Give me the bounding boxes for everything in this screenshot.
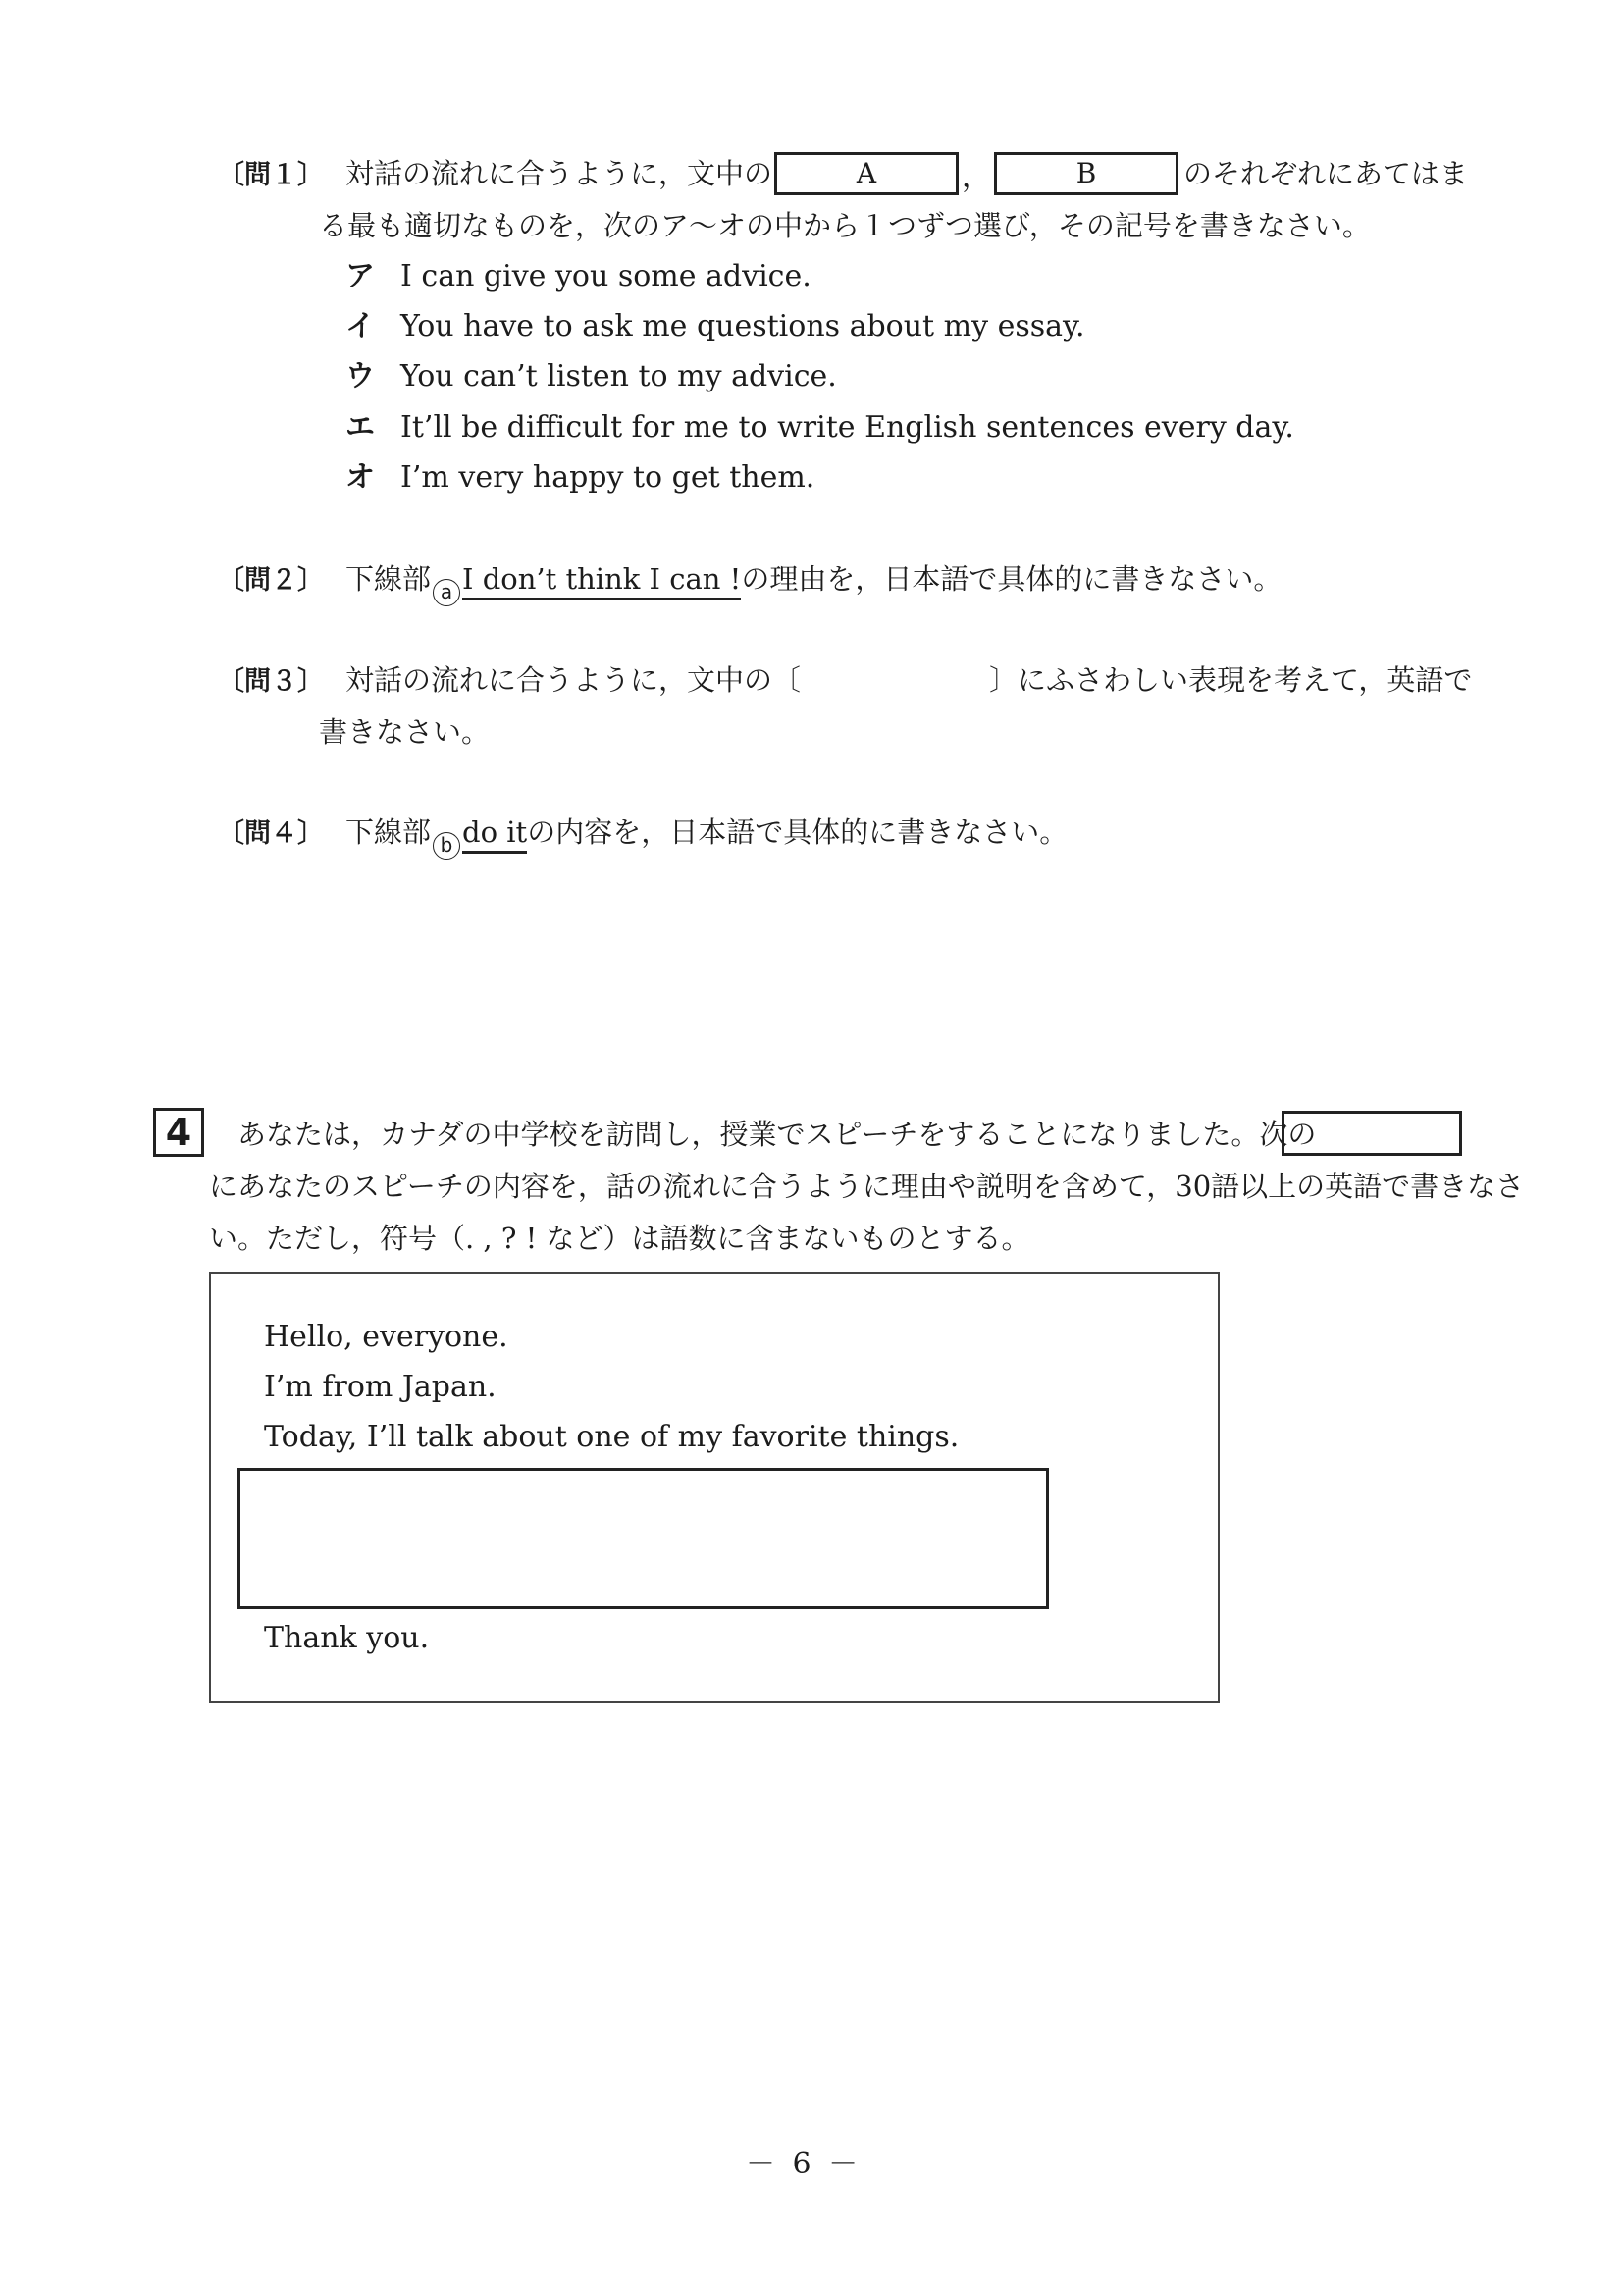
marker-b: b [433, 832, 460, 860]
choice-mark: イ [345, 309, 375, 343]
page-number: － 6 － [746, 2147, 863, 2181]
choice-mark: エ [345, 410, 375, 444]
q3-line1 [218, 660, 801, 702]
choice-text: I can give you some advice. [400, 259, 812, 293]
choice-text: You can’t listen to my advice. [400, 359, 837, 393]
marker-a: a [433, 579, 460, 606]
section4-line3: い。ただし，符号（. , ? ! など）は語数に含まないものとする。 [209, 1222, 1030, 1255]
q4-label: 〔問４〕 [218, 818, 324, 849]
choice-e [345, 408, 1294, 447]
blank-box-b: B [994, 152, 1178, 195]
q1-tail: のそれぞれにあてはま [1183, 157, 1469, 190]
speech-closing: Thank you. [264, 1621, 430, 1655]
q2-lead: 下線部 [345, 562, 432, 596]
q2-label: 〔問２〕 [218, 565, 324, 596]
blank-box-a: A [774, 152, 959, 195]
choice-i [345, 307, 1085, 346]
q3-line2: 書きなさい。 [319, 715, 491, 749]
q1-line2: る最も適切なものを，次のア～オの中から１つずつ選び，その記号を書きなさい。 [319, 209, 1371, 242]
choice-mark: ウ [345, 359, 375, 393]
section4-line2: にあなたのスピーチの内容を，話の流れに合うように理由や説明を含めて，30語以上の英語で書きなさ [209, 1170, 1525, 1203]
q3-lead: 対話の流れに合うように，文中の〔 [345, 663, 802, 697]
choice-u [345, 357, 837, 396]
q1-label: 〔問１〕 [218, 160, 324, 190]
speech-line-3: Today, I’ll talk about one of my favorite things. [264, 1420, 960, 1454]
choice-o [345, 458, 814, 497]
section4-line1: あなたは，カナダの中学校を訪問し，授業でスピーチをすることになりました。次の [237, 1118, 1317, 1151]
choice-text: It’ll be difficult for me to write English sentences every day. [400, 410, 1294, 444]
q1-lead: 対話の流れに合うように，文中の [345, 157, 773, 190]
choice-text: You have to ask me questions about my essay. [400, 309, 1085, 343]
speech-line-2: I’m from Japan. [264, 1370, 497, 1404]
q4 [218, 812, 1068, 860]
q4-lead: 下線部 [345, 815, 432, 849]
q3-label: 〔問３〕 [218, 666, 324, 697]
choice-a [345, 257, 812, 296]
q2-underlined: I don’t think I can ! [462, 562, 741, 600]
choice-mark: ア [345, 259, 375, 293]
speech-line-1: Hello, everyone. [264, 1320, 508, 1354]
section4-inline-box [1282, 1111, 1462, 1156]
answer-box [237, 1468, 1049, 1609]
q2-tail: の理由を，日本語で具体的に書きなさい。 [741, 562, 1283, 596]
q1-line1 [218, 154, 324, 195]
section-number: 4 [153, 1108, 204, 1157]
q4-underlined: do it [462, 815, 527, 854]
q4-tail: の内容を，日本語で具体的に書きなさい。 [527, 815, 1069, 849]
q1-sep: ， [962, 160, 991, 193]
choice-mark: オ [345, 460, 375, 495]
choice-text: I’m very happy to get them. [400, 460, 815, 495]
q2 [218, 559, 1282, 606]
q3-tail: 〕にふさわしい表現を考えて，英語で [989, 663, 1473, 697]
